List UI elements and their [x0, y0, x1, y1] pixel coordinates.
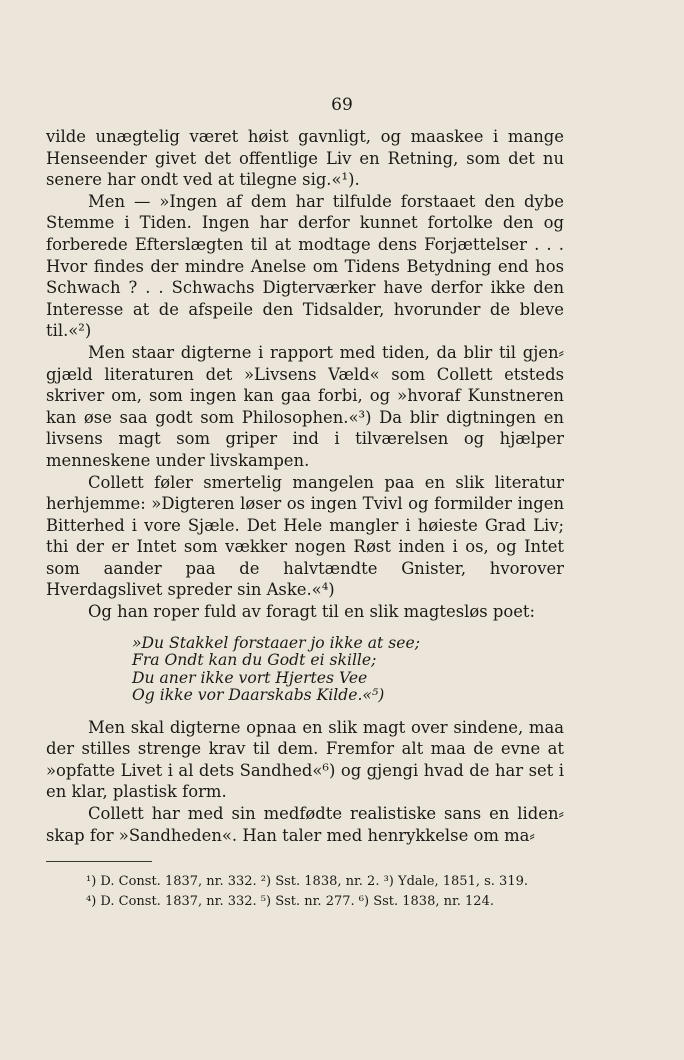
footnote-divider — [46, 861, 152, 862]
footnote-line-2: ⁴) D. Const. 1837, nr. 332. ⁵) Sst. nr. 277. ⁶) Sst. 1838, nr. 124. — [86, 894, 494, 909]
poem-line-3: Du aner ikke vort Hjertes Vee — [132, 668, 368, 687]
paragraph-3: Men staar digterne i rapport med tiden, da blir til gjen⸗gjæld literaturen det »Livsens Væld« som Collett etsteds skriver om, som ingen kan gaa forbi, og »hvoraf Kunstneren kan øse saa godt som Philosophen.«³) Da blir digtningen en livsens magt som griper ind i tilværelsen og hjælper menneskene under livskampen. — [46, 342, 564, 470]
paragraph-5: Og han roper fuld av foragt til en slik magtesløs poet: — [88, 602, 536, 622]
page-number: 69 — [331, 95, 353, 115]
paragraph-4: Collett føler smertelig mangelen paa en slik literatur herhjemme: »Digteren løser os ingen Tvivl og formilder ingen Bitterhed i vore Sjæle. Det Hele mangler i høieste Grad Liv; thi der er Intet som vækker nogen Røst inden i os, og Intet som aander paa de halvtændte Gnister, hvorover Hverdagslivet spreder sin Aske.«⁴) — [46, 472, 564, 600]
poem-line-1: »Du Stakkel forstaaer jo ikke at see; — [132, 633, 420, 652]
paragraph-6: Men skal digterne opnaa en slik magt over sindene, maa der stilles strenge krav til dem. Fremfor alt maa de evne at »opfatte Livet i al dets Sandhed«⁶) og gjengi hvad de har set i en klar, plastisk form. — [46, 717, 564, 802]
poem-line-4: Og ikke vor Daarskabs Kilde.«⁵) — [132, 686, 385, 705]
footnotes — [86, 872, 566, 912]
body-text — [46, 126, 564, 846]
paragraph-7: Collett har med sin medfødte realistiske sans en liden⸗skap for »Sandheden«. Han taler med henrykkelse om ma⸗ — [46, 804, 564, 845]
footnote-line-1: ¹) D. Const. 1837, nr. 332. ²) Sst. 1838, nr. 2. ³) Ydale, 1851, s. 319. — [86, 874, 528, 889]
paragraph-2: Men — »Ingen af dem har tilfulde forstaaet den dybe Stemme i Tiden. Ingen har derfor kunnet fortolke den og forberede Efterslægten til at modtage dens Forjættelser . . . Hvor findes der mindre Anelse om Tidens Betydning end hos Schwach ? . . Schwachs Digterværker have derfor ikke den Interesse at de afspeile den Tidsalder, hvorunder de bleve til.«²) — [46, 191, 564, 341]
poem-quote — [132, 635, 564, 705]
paragraph-1: vilde unægtelig været høist gavnligt, og maaskee i mange Henseender givet det offentlige Liv en Retning, som det nu senere har ondt ved at tilegne sig.«¹). — [46, 127, 564, 190]
poem-line-2: Fra Ondt kan du Godt ei skille; — [132, 651, 377, 670]
